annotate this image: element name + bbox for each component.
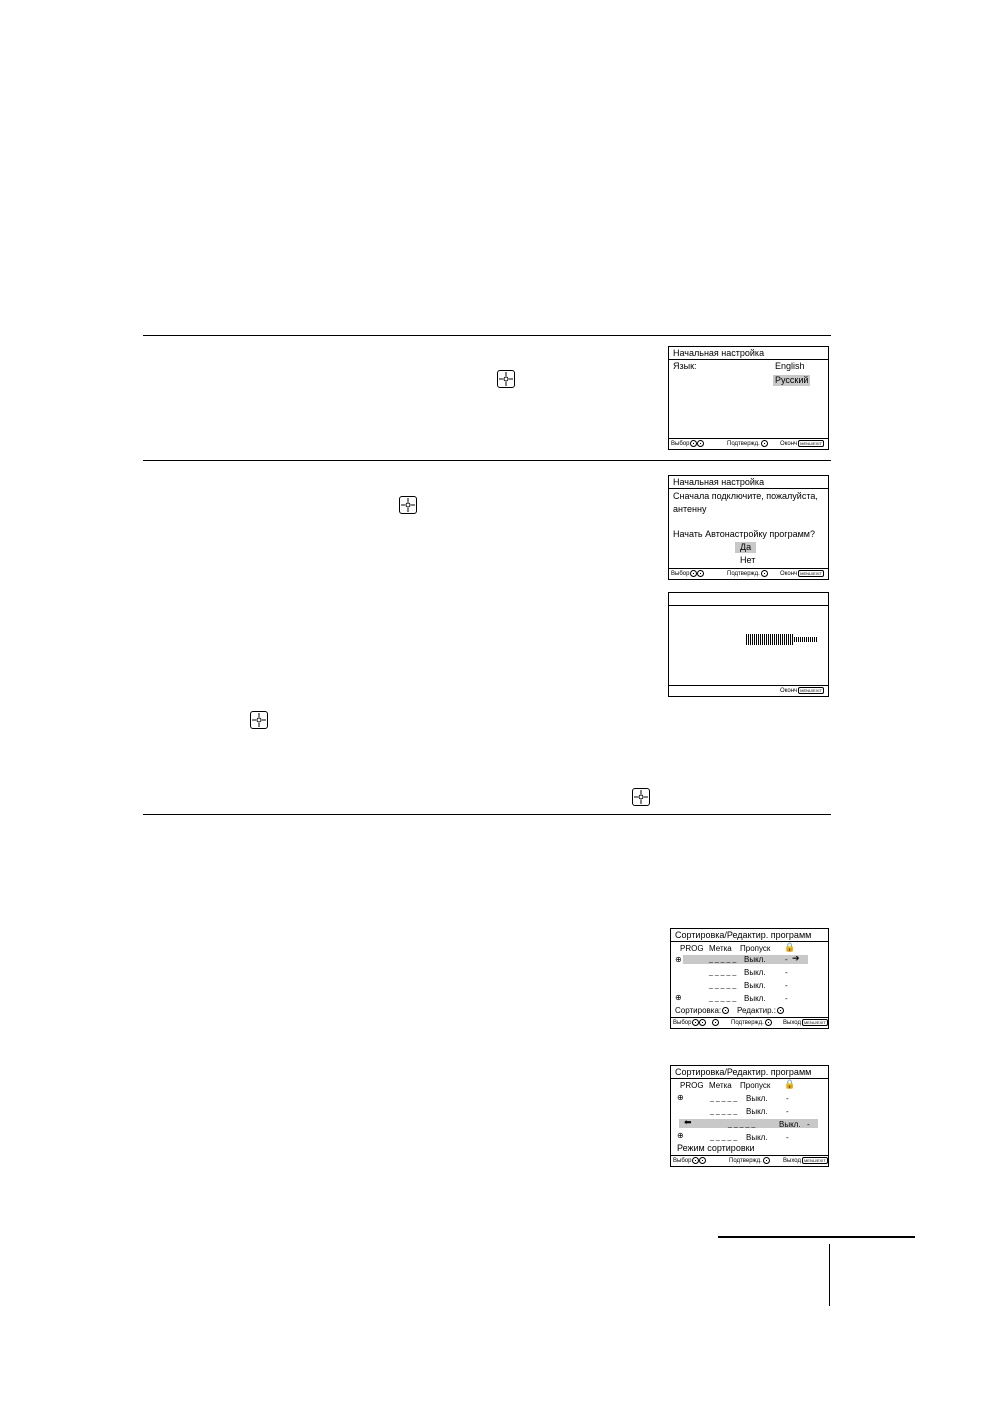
footer-end (780, 570, 824, 578)
option-russian[interactable]: Русский (775, 375, 809, 385)
header-prog: PROG (680, 944, 704, 953)
menu-exit-badge: MENU/EXIT (800, 571, 822, 576)
row-lock[interactable]: - (785, 968, 788, 977)
lock-icon: 🔒 (784, 942, 796, 952)
sort-label: Сортировка: (675, 1006, 722, 1015)
row-label: _ _ _ _ _ (728, 1121, 756, 1128)
down-arrow-icon: ⊕ (675, 993, 682, 1002)
menu-exit-badge: MENU/EXIT (800, 688, 822, 693)
footer-select-label: Выбор (671, 441, 690, 448)
footer-select-label: Выбор (673, 1158, 692, 1165)
header-prog: PROG (680, 1081, 704, 1090)
ok-button-icon (632, 788, 650, 806)
footer-confirm (729, 1157, 770, 1165)
footer-exit (783, 1019, 828, 1027)
screen-footer (669, 685, 828, 696)
footer-select-label: Выбор (673, 1020, 692, 1027)
page-corner-rule (718, 1236, 915, 1238)
updown-icon (690, 570, 697, 577)
updown-icon (692, 1157, 699, 1164)
screen-title: Начальная настройка (669, 476, 828, 489)
row-label: _ _ _ _ _ (709, 982, 737, 989)
screen-footer (671, 1017, 828, 1028)
row-skip[interactable]: Выкл. (744, 994, 766, 1003)
screen-title: Начальная настройка (669, 347, 828, 360)
screen-footer (669, 438, 828, 449)
option-no[interactable]: Нет (740, 555, 756, 565)
row-lock[interactable]: - (807, 1120, 810, 1129)
footer-select (673, 1019, 719, 1027)
updown-icon (697, 570, 704, 577)
footer-select (673, 1157, 706, 1165)
updown-icon (692, 1019, 699, 1026)
sort-mode-label: Режим сортировки (677, 1143, 755, 1153)
tv-screen-program-sort-edit (670, 928, 829, 1029)
row-skip[interactable]: Выкл. (744, 968, 766, 977)
row-skip[interactable]: Выкл. (746, 1133, 768, 1142)
row-skip[interactable]: Выкл. (744, 981, 766, 990)
footer-end-label: Оконч (780, 441, 798, 448)
footer-confirm (727, 440, 768, 448)
footer-end-label: Оконч (780, 688, 798, 695)
ok-button-icon (250, 711, 268, 729)
footer-exit-label: Выход (783, 1020, 801, 1027)
row-lock[interactable]: - (785, 955, 788, 964)
lock-icon: 🔒 (784, 1079, 796, 1089)
updown-icon (699, 1157, 706, 1164)
antenna-message-line2: антенну (673, 504, 707, 514)
ok-icon (777, 1007, 784, 1014)
progress-ticks (746, 633, 817, 645)
footer-end-label: Оконч (780, 571, 798, 578)
autotune-question: Начать Автонастройку программ? (673, 529, 815, 539)
footer-select-label: Выбор (671, 571, 690, 578)
footer-confirm-label: Подтвержд. (729, 1158, 762, 1165)
row-label: _ _ _ _ _ (710, 1095, 738, 1102)
option-yes[interactable]: Да (735, 542, 756, 553)
antenna-message-line1: Сначала подключите, пожалуйста, (673, 491, 818, 501)
sort-hint (675, 1005, 729, 1016)
footer-select (671, 440, 704, 448)
ok-icon (763, 1157, 770, 1164)
row-skip[interactable]: Выкл. (744, 955, 766, 964)
screen-footer (671, 1155, 828, 1166)
section-divider (143, 335, 831, 336)
down-arrow-icon: ⊕ (677, 1131, 684, 1140)
ok-icon (761, 440, 768, 447)
menu-exit-badge: MENU/EXIT (803, 1020, 826, 1025)
row-skip[interactable]: Выкл. (746, 1107, 768, 1116)
right-button-icon (712, 1019, 719, 1026)
updown-icon (699, 1019, 706, 1026)
option-english[interactable]: English (775, 361, 805, 371)
row-lock[interactable]: - (785, 981, 788, 990)
up-arrow-icon: ⊕ (677, 1093, 684, 1102)
edit-label: Редактир.: (737, 1006, 776, 1015)
menu-exit-badge: MENU/EXIT (803, 1158, 826, 1163)
header-skip: Пропуск (740, 1081, 771, 1090)
ok-icon (765, 1019, 772, 1026)
row-label: _ _ _ _ _ (709, 995, 737, 1002)
footer-end (780, 440, 824, 448)
row-label: _ _ _ _ _ (709, 969, 737, 976)
screen-title: Сортировка/Редактир. программ (671, 1066, 828, 1079)
footer-confirm (731, 1019, 772, 1027)
ok-button-icon (399, 496, 417, 514)
row-label: _ _ _ _ _ (710, 1134, 738, 1141)
ok-button-icon (497, 370, 515, 388)
row-lock[interactable]: - (786, 1133, 789, 1142)
header-label: Метка (709, 944, 732, 953)
row-lock[interactable]: - (786, 1094, 789, 1103)
row-skip[interactable]: Выкл. (779, 1120, 801, 1129)
row-lock[interactable]: - (786, 1107, 789, 1116)
tv-screen-autotune-prompt (668, 475, 829, 580)
row-label: _ _ _ _ _ (709, 956, 737, 963)
edit-hint (737, 1005, 784, 1016)
language-label: Язык: (673, 361, 697, 371)
footer-select (671, 570, 704, 578)
tv-screen-language (668, 346, 829, 450)
up-arrow-icon: ⊕ (675, 955, 682, 964)
right-button-icon (722, 1007, 729, 1014)
updown-icon (690, 440, 697, 447)
section-divider (143, 460, 831, 461)
footer-confirm-label: Подтвержд. (731, 1020, 764, 1027)
row-label: _ _ _ _ _ (710, 1108, 738, 1115)
screen-footer (669, 568, 828, 579)
section-divider (143, 814, 831, 815)
footer-exit-label: Выход (783, 1158, 801, 1165)
footer-confirm-label: Подтвержд. (727, 441, 760, 448)
header-skip: Пропуск (740, 944, 771, 953)
tv-screen-autotune-progress (668, 592, 829, 697)
footer-exit (783, 1157, 828, 1165)
ok-icon (761, 570, 768, 577)
updown-icon (697, 440, 704, 447)
row-lock[interactable]: - (785, 994, 788, 1003)
footer-end (780, 687, 824, 695)
tv-screen-sort-mode (670, 1065, 829, 1167)
screen-title: Сортировка/Редактир. программ (671, 929, 828, 942)
page-corner-rule (829, 1244, 830, 1306)
screen-title-empty (669, 593, 828, 606)
footer-confirm-label: Подтвержд. (727, 571, 760, 578)
header-label: Метка (709, 1081, 732, 1090)
footer-confirm (727, 570, 768, 578)
right-arrow-icon: ➔ (792, 953, 800, 963)
menu-exit-badge: MENU/EXIT (800, 441, 822, 446)
row-skip[interactable]: Выкл. (746, 1094, 768, 1103)
left-arrow-icon: ⬅ (684, 1117, 692, 1127)
